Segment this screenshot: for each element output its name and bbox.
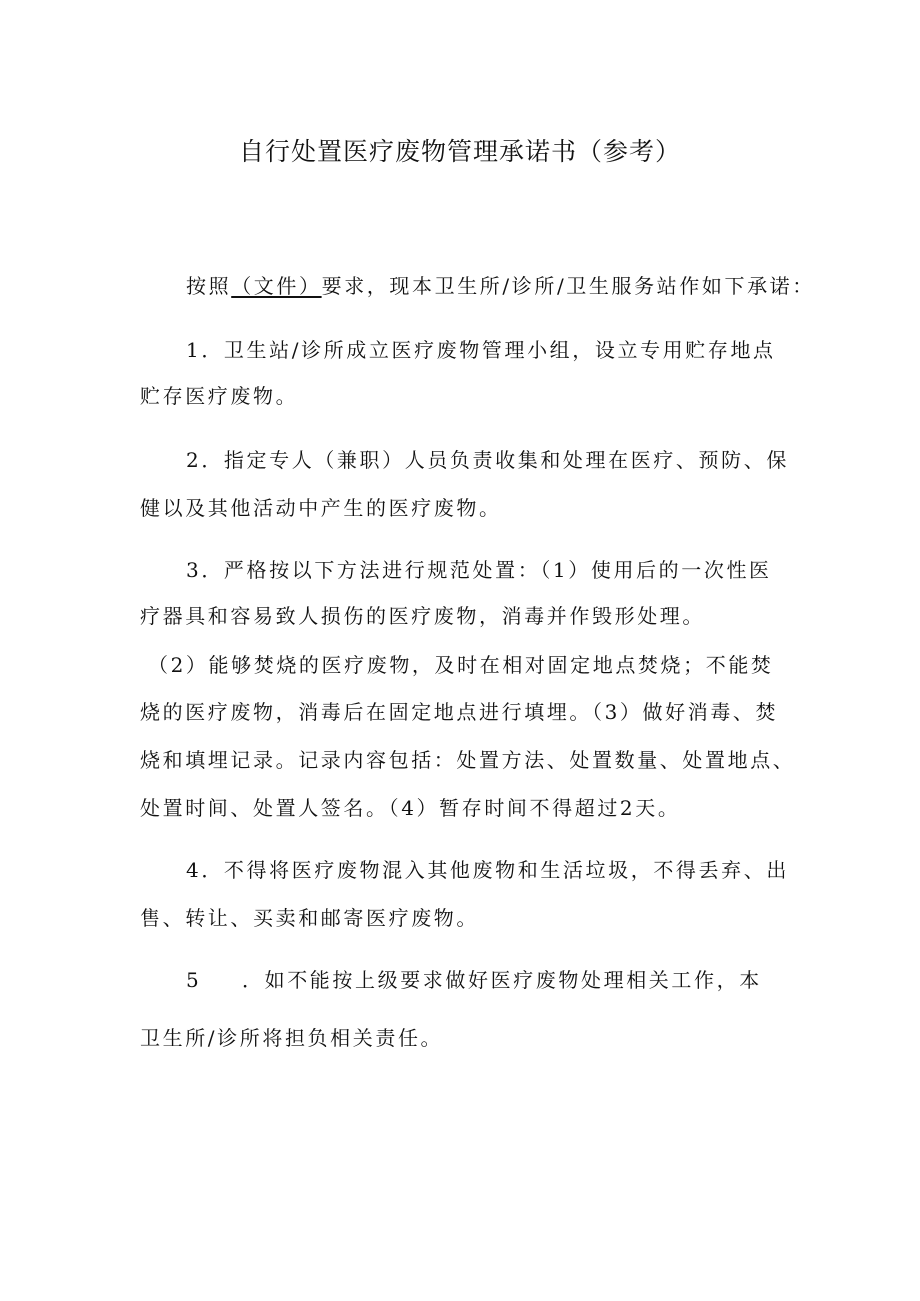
item-3-line-2: 疗器具和容易致人损伤的医疗废物，消毒并作毁形处理。: [140, 604, 705, 628]
intro-suffix: 要求，现本卫生所/诊所/卫生服务站作如下承诺：: [321, 274, 815, 298]
intro-prefix: 按照: [186, 274, 232, 298]
item-2-line-1: 2．指定专人（兼职）人员负责收集和处理在医疗、预防、保: [186, 448, 789, 472]
item-5-line-2: 卫生所/诊所将担负相关责任。: [140, 1026, 444, 1050]
item-3-line-3: （2）能够焚烧的医疗废物，及时在相对固定地点焚烧；不能焚: [148, 653, 774, 677]
item-3-line-1: 3．严格按以下方法进行规范处置：（1）使用后的一次性医: [186, 558, 772, 582]
item-1-line-1: 1．卫生站/诊所成立医疗废物管理小组，设立专用贮存地点: [186, 338, 776, 362]
item-4-line-2: 售、转让、买卖和邮寄医疗废物。: [140, 906, 479, 930]
item-5-number: 5: [186, 968, 202, 992]
intro-document-reference: （文件）: [231, 274, 322, 298]
item-1-line-2: 贮存医疗废物。: [140, 384, 299, 408]
item-3-line-5: 烧和填埋记录。记录内容包括：处置方法、处置数量、处置地点、: [140, 748, 796, 772]
item-5-line-1: [186, 965, 762, 995]
item-3-line-4: 烧的医疗废物，消毒后在固定地点进行填埋。（3）做好消毒、焚: [140, 700, 779, 724]
item-5-line-1-text: ．如不能按上级要求做好医疗废物处理相关工作，本: [242, 968, 762, 992]
item-3-line-6: 处置时间、处置人签名。（4）暂存时间不得超过2天。: [140, 796, 681, 820]
item-2-line-2: 健以及其他活动中产生的医疗废物。: [140, 496, 502, 520]
intro-paragraph: [186, 271, 815, 301]
item-4-line-1: 4．不得将医疗废物混入其他废物和生活垃圾，不得丢弃、出: [186, 858, 789, 882]
document-title: 自行处置医疗废物管理承诺书（参考）: [238, 137, 681, 166]
